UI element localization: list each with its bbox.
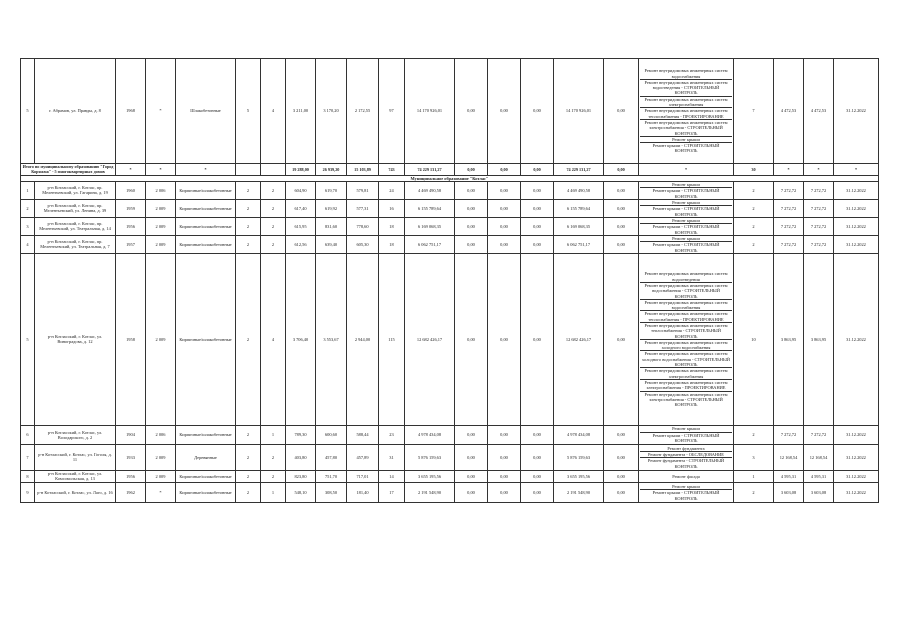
works-count-cell: 1 xyxy=(734,470,774,482)
fund-cost-cell: 0,00 xyxy=(455,253,488,425)
total-date-cell: * xyxy=(834,164,879,176)
total-unit-cell: * xyxy=(804,164,834,176)
works-list-cell xyxy=(639,425,734,444)
completion-date-cell: 31.12.2022 xyxy=(834,199,879,217)
last-repair-year-cell: 2 006 xyxy=(146,181,176,199)
unit-cost-cell: 7 272,72 xyxy=(804,235,834,253)
works-list xyxy=(640,200,732,217)
works-count-cell: 7 xyxy=(734,59,774,164)
floors-cell: 2 xyxy=(236,181,261,199)
total-cost-cell: 12 682 426,17 xyxy=(405,253,455,425)
regional-budget-cell: 0,00 xyxy=(488,253,521,425)
owners-funds-cell: 2 191 548,90 xyxy=(554,482,604,502)
works-count-cell: 3 xyxy=(734,444,774,470)
works-count-cell: 2 xyxy=(734,482,774,502)
work-item: Ремонт внутридомовых инженерных систем водоснабжения xyxy=(640,68,732,80)
total-area-cell: 789,30 xyxy=(286,425,316,444)
wall-material-cell: Кирпичные/шлакобетонные xyxy=(176,425,236,444)
unit-cost-cell: 7 272,72 xyxy=(804,425,834,444)
total-area-sum-cell: 19 288,00 xyxy=(286,164,316,176)
work-item: Ремонт крыши - СТРОИТЕЛЬНЫЙ КОНТРОЛЬ xyxy=(652,432,720,444)
floors-cell: 2 xyxy=(236,425,261,444)
regional-budget-cell: 0,00 xyxy=(488,444,521,470)
work-item: Ремонт крыши - СТРОИТЕЛЬНЫЙ КОНТРОЛЬ xyxy=(652,143,720,154)
other-funds-cell: 0,00 xyxy=(604,425,639,444)
total-count-cell: 30 xyxy=(734,164,774,176)
work-item: Ремонт крыши xyxy=(640,200,732,206)
work-item: Ремонт внутридомовых инженерных систем электроснабжения - СТРОИТЕЛЬНЫЙ КОНТРОЛЬ xyxy=(640,120,732,137)
address-cell: р-н Котласский, г. Котлас, ул. Комсомольская, д. 13 xyxy=(35,470,116,482)
last-repair-year-cell: 2 009 xyxy=(146,253,176,425)
regional-budget-cell: 0,00 xyxy=(488,470,521,482)
work-item: Ремонт внутридомовых инженерных систем водоотведения - СТРОИТЕЛЬНЫЙ КОНТРОЛЬ xyxy=(640,80,732,97)
works-list xyxy=(640,236,732,253)
completion-date-cell: 31.12.2022 xyxy=(834,482,879,502)
works-list-cell xyxy=(639,217,734,235)
unit-cost-limit-cell: 7 272,72 xyxy=(774,235,804,253)
residents-count-cell: 14 xyxy=(379,470,405,482)
capital-repair-table xyxy=(20,58,879,503)
total-cost-cell: 5 876 159,63 xyxy=(405,444,455,470)
local-budget-cell: 0,00 xyxy=(521,444,554,470)
last-repair-year-cell: 2 009 xyxy=(146,217,176,235)
commission-year-cell: 1904 xyxy=(116,425,146,444)
total-area-cell: 612,56 xyxy=(286,235,316,253)
residents-count-cell: 18 xyxy=(379,217,405,235)
residents-count-cell: 23 xyxy=(379,425,405,444)
works-list-cell xyxy=(639,253,734,425)
total-living-sum-cell: 26 939,20 xyxy=(316,164,347,176)
floors-cell: 2 xyxy=(236,217,261,235)
entrances-cell: 1 xyxy=(261,482,286,502)
table-row xyxy=(21,181,879,199)
residents-count-cell: 115 xyxy=(379,253,405,425)
works-list xyxy=(640,218,732,235)
completion-date-cell: 31.12.2022 xyxy=(834,444,879,470)
address-cell: р-н Котласский, г. Котлас, ул. Володарского, д. 2 xyxy=(35,425,116,444)
last-repair-year-cell: * xyxy=(146,59,176,164)
last-repair-year-cell: 2 009 xyxy=(146,470,176,482)
row-number-cell: 1 xyxy=(21,181,35,199)
local-budget-cell: 0,00 xyxy=(521,217,554,235)
table-row xyxy=(21,217,879,235)
completion-date-cell: 31.12.2022 xyxy=(834,253,879,425)
total-cost-cell: 6 155 789,64 xyxy=(405,199,455,217)
unit-cost-cell: 7 272,72 xyxy=(804,217,834,235)
table-row xyxy=(21,235,879,253)
regional-budget-cell: 0,00 xyxy=(488,59,521,164)
residential-area-cell: 577,31 xyxy=(347,199,379,217)
works-list xyxy=(640,271,732,407)
living-area-cell: 619,70 xyxy=(316,181,347,199)
fund-cost-cell: 0,00 xyxy=(455,59,488,164)
living-area-cell: 308,50 xyxy=(316,482,347,502)
table-row xyxy=(21,199,879,217)
floors-cell: 2 xyxy=(236,482,261,502)
regional-budget-cell: 0,00 xyxy=(488,217,521,235)
table-row xyxy=(21,425,879,444)
residential-area-cell: 457,89 xyxy=(347,444,379,470)
works-list xyxy=(640,484,732,501)
floors-cell: 2 xyxy=(236,235,261,253)
works-count-cell: 2 xyxy=(734,235,774,253)
total-cost-cell: 14 170 926,01 xyxy=(405,59,455,164)
residents-count-cell: 17 xyxy=(379,482,405,502)
address-cell: р-н Котласский, г. Котлас, пр. Мелентьевский, ул. Ленина, д. 39 xyxy=(35,199,116,217)
wall-material-cell: Кирпичные/шлакобетонные xyxy=(176,199,236,217)
work-item: Ремонт фасада xyxy=(672,473,700,479)
works-count-cell: 2 xyxy=(734,217,774,235)
works-list xyxy=(640,474,732,479)
work-item: Ремонт крыши xyxy=(640,218,732,224)
address-cell: р-н Котласский, г. Котлас, пр. Мелентьевский, ул. Театральная, д. 14 xyxy=(35,217,116,235)
wall-material-cell: Кирпичные/шлакобетонные xyxy=(176,181,236,199)
address-cell: р-н Котласский, г. Котлас, ул. Виноградова, д. 12 xyxy=(35,253,116,425)
work-item: Ремонт внутридомовых инженерных систем теплоснабжения - ПРОЕКТИРОВАНИЕ xyxy=(640,108,732,120)
residential-area-cell: 778,60 xyxy=(347,217,379,235)
works-list-cell xyxy=(639,470,734,482)
floors-cell: 2 xyxy=(236,199,261,217)
commission-year-cell: 1959 xyxy=(116,199,146,217)
wall-material-cell: Кирпичные/шлакобетонные xyxy=(176,482,236,502)
local-budget-cell: 0,00 xyxy=(521,235,554,253)
entrances-cell: 2 xyxy=(261,235,286,253)
total-owners-cell: 74 229 131,27 xyxy=(554,164,604,176)
row-number-cell: 3 xyxy=(21,217,35,235)
fund-cost-cell: 0,00 xyxy=(455,235,488,253)
living-area-cell: 619,92 xyxy=(316,199,347,217)
works-count-cell: 10 xyxy=(734,253,774,425)
table-row xyxy=(21,253,879,425)
work-item: Ремонт крыши - СТРОИТЕЛЬНЫЙ КОНТРОЛЬ xyxy=(652,224,720,235)
owners-funds-cell: 5 876 159,63 xyxy=(554,444,604,470)
table-row xyxy=(21,482,879,502)
work-item: Ремонт внутридомовых инженерных систем электроснабжения xyxy=(640,368,732,380)
total-regional-cell: 0,00 xyxy=(488,164,521,176)
other-funds-cell: 0,00 xyxy=(604,470,639,482)
total-cost-cell: 2 191 548,90 xyxy=(405,482,455,502)
fund-cost-cell: 0,00 xyxy=(455,425,488,444)
work-item: Ремонт фундамента xyxy=(640,446,732,452)
residential-area-cell: 2 944,00 xyxy=(347,253,379,425)
row-number-cell: 7 xyxy=(21,444,35,470)
unit-cost-cell: 3 863,95 xyxy=(804,253,834,425)
work-item: Ремонт внутридомовых инженерных систем электроснабжения - СТРОИТЕЛЬНЫЙ КОНТРОЛЬ xyxy=(644,391,728,408)
address-cell: р-н Котласский, г. Котлас, ул. Лаго, д. 16 xyxy=(35,482,116,502)
total-cost-cell: 4 469 490,58 xyxy=(405,181,455,199)
fund-cost-cell: 0,00 xyxy=(455,470,488,482)
total-area-cell: 3 211,00 xyxy=(286,59,316,164)
floors-cell: 2 xyxy=(236,253,261,425)
commission-year-cell: 1957 xyxy=(116,235,146,253)
completion-date-cell: 31.12.2022 xyxy=(834,470,879,482)
work-item: Ремонт крыши xyxy=(640,484,732,490)
commission-year-cell: 1960 xyxy=(116,181,146,199)
completion-date-cell: 31.12.2022 xyxy=(834,181,879,199)
wall-material-cell: Шлакобетонные xyxy=(176,59,236,164)
wall-material-cell: Кирпичные/шлакобетонные xyxy=(176,217,236,235)
completion-date-cell: 31.12.2022 xyxy=(834,217,879,235)
owners-funds-cell: 6 155 789,64 xyxy=(554,199,604,217)
unit-cost-cell: 7 272,72 xyxy=(804,199,834,217)
row-number-cell: 2 xyxy=(21,199,35,217)
works-list-cell xyxy=(639,482,734,502)
total-works-cell: * xyxy=(639,164,734,176)
work-item: Ремонт крыши - СТРОИТЕЛЬНЫЙ КОНТРОЛЬ xyxy=(652,206,720,217)
living-area-cell: 457,80 xyxy=(316,444,347,470)
residential-area-cell: 588,44 xyxy=(347,425,379,444)
entrances-cell: 4 xyxy=(261,59,286,164)
owners-funds-cell: 4 978 434,08 xyxy=(554,425,604,444)
last-repair-year-cell: 2 006 xyxy=(146,425,176,444)
other-funds-cell: 0,00 xyxy=(604,482,639,502)
local-budget-cell: 0,00 xyxy=(521,482,554,502)
last-repair-year-cell: 2 009 xyxy=(146,199,176,217)
works-count-cell: 2 xyxy=(734,199,774,217)
local-budget-cell: 0,00 xyxy=(521,253,554,425)
table-row xyxy=(21,444,879,470)
work-item: Ремонт внутридомовых инженерных систем электроснабжения xyxy=(640,97,732,109)
address-cell: г. Абрамов, ул. Правды, д. 8 xyxy=(35,59,116,164)
regional-budget-cell: 0,00 xyxy=(488,199,521,217)
row-number-cell: 8 xyxy=(21,470,35,482)
other-funds-cell: 0,00 xyxy=(604,444,639,470)
living-area-cell: 639,40 xyxy=(316,235,347,253)
living-area-cell: 751,70 xyxy=(316,470,347,482)
owners-funds-cell: 6 169 068,35 xyxy=(554,217,604,235)
floors-cell: 2 xyxy=(236,470,261,482)
local-budget-cell: 0,00 xyxy=(521,181,554,199)
residents-count-cell: 24 xyxy=(379,181,405,199)
floors-cell: 2 xyxy=(236,444,261,470)
entrances-cell: 4 xyxy=(261,253,286,425)
last-repair-year-cell: * xyxy=(146,482,176,502)
total-year2-cell: * xyxy=(146,164,176,176)
total-unit-limit-cell: * xyxy=(774,164,804,176)
total-floors-cell xyxy=(236,164,261,176)
residential-area-cell: 717,01 xyxy=(347,470,379,482)
total-cost-cell: 6 062 751,17 xyxy=(405,235,455,253)
regional-budget-cell: 0,00 xyxy=(488,425,521,444)
works-list xyxy=(640,182,732,199)
works-count-cell: 2 xyxy=(734,181,774,199)
residents-count-cell: 16 xyxy=(379,199,405,217)
work-item: Ремонт внутридомовых инженерных систем водоотведения xyxy=(640,271,732,283)
total-area-cell: 548,10 xyxy=(286,482,316,502)
address-cell: р-н Котласский, г. Котлас, пр. Мелентьевский, ул. Гагарина, д. 19 xyxy=(35,181,116,199)
residential-area-cell: 2 172,55 xyxy=(347,59,379,164)
total-area-cell: 823,80 xyxy=(286,470,316,482)
owners-funds-cell: 14 170 926,01 xyxy=(554,59,604,164)
work-item: Ремонт фундамента - ОБСЛЕДОВАНИЕ xyxy=(640,452,732,458)
row-number-cell: 5 xyxy=(21,253,35,425)
work-item: Ремонт внутридомовых инженерных систем водоснабжения - СТРОИТЕЛЬНЫЙ КОНТРОЛЬ xyxy=(640,283,732,300)
work-item: Ремонт крыши - СТРОИТЕЛЬНЫЙ КОНТРОЛЬ xyxy=(652,490,720,501)
owners-funds-cell: 6 062 751,17 xyxy=(554,235,604,253)
other-funds-cell: 0,00 xyxy=(604,253,639,425)
living-area-cell: 600,60 xyxy=(316,425,347,444)
wall-material-cell: Кирпичные/шлакобетонные xyxy=(176,470,236,482)
unit-cost-cell: 12 168,54 xyxy=(804,444,834,470)
total-other-cell: 0,00 xyxy=(604,164,639,176)
row-number-cell: 9 xyxy=(21,482,35,502)
total-row xyxy=(21,164,879,176)
living-area-cell: 3 553,67 xyxy=(316,253,347,425)
table-row xyxy=(21,59,879,164)
fund-cost-cell: 0,00 xyxy=(455,482,488,502)
unit-cost-cell: 4 595,31 xyxy=(804,470,834,482)
fund-cost-cell: 0,00 xyxy=(455,444,488,470)
total-fund-cell: 0,00 xyxy=(455,164,488,176)
local-budget-cell: 0,00 xyxy=(521,425,554,444)
address-cell: р-н Котласский, г. Котлас, ул. Гоголя, д. 11 xyxy=(35,444,116,470)
entrances-cell: 2 xyxy=(261,181,286,199)
unit-cost-limit-cell: 7 272,72 xyxy=(774,181,804,199)
total-res-sum-cell: 15 103,89 xyxy=(347,164,379,176)
last-repair-year-cell: 2 009 xyxy=(146,235,176,253)
total-residents-cell: 743 xyxy=(379,164,405,176)
address-cell: р-н Котласский, г. Котлас, пр. Мелентьевский, ул. Театральная, д. 7 xyxy=(35,235,116,253)
total-area-cell: 3 706,40 xyxy=(286,253,316,425)
other-funds-cell: 0,00 xyxy=(604,181,639,199)
total-entrances-cell xyxy=(261,164,286,176)
total-material-cell: * xyxy=(176,164,236,176)
other-funds-cell: 0,00 xyxy=(604,59,639,164)
residential-area-cell: 579,81 xyxy=(347,181,379,199)
fund-cost-cell: 0,00 xyxy=(455,199,488,217)
work-item: Ремонт крыши xyxy=(640,426,732,432)
wall-material-cell: Деревянные xyxy=(176,444,236,470)
works-list-cell xyxy=(639,235,734,253)
floors-cell: 5 xyxy=(236,59,261,164)
commission-year-cell: 1933 xyxy=(116,444,146,470)
total-cost-cell: 4 978 434,08 xyxy=(405,425,455,444)
total-area-cell: 604,90 xyxy=(286,181,316,199)
work-item: Ремонт внутридомовых инженерных систем водоснабжения xyxy=(640,300,732,312)
living-area-cell: 3 170,20 xyxy=(316,59,347,164)
completion-date-cell: 31.12.2022 xyxy=(834,235,879,253)
entrances-cell: 1 xyxy=(261,425,286,444)
total-area-cell: 403,80 xyxy=(286,444,316,470)
residents-count-cell: 97 xyxy=(379,59,405,164)
residents-count-cell: 18 xyxy=(379,235,405,253)
commission-year-cell: 1958 xyxy=(116,253,146,425)
total-cost-cell: 6 169 068,35 xyxy=(405,217,455,235)
fund-cost-cell: 0,00 xyxy=(455,181,488,199)
work-item: Ремонт внутридомовых инженерных систем теплоснабжения - ПРОЕКТИРОВАНИЕ xyxy=(640,311,732,323)
completion-date-cell: 31.12.2022 xyxy=(834,425,879,444)
other-funds-cell: 0,00 xyxy=(604,235,639,253)
row-number-cell: 4 xyxy=(21,235,35,253)
work-item: Ремонт внутридомовых инженерных систем холодного водоснабжения - СТРОИТЕЛЬНЫЙ КОНТРОЛЬ xyxy=(640,351,732,368)
total-year-cell: * xyxy=(116,164,146,176)
document-page xyxy=(20,58,878,503)
local-budget-cell: 0,00 xyxy=(521,59,554,164)
works-list xyxy=(640,426,732,443)
residents-count-cell: 31 xyxy=(379,444,405,470)
total-label-cell: Итого по муниципальному образованию "Город Коряжма" - 5 многоквартирных домов xyxy=(21,164,116,176)
unit-cost-limit-cell: 4 472,53 xyxy=(774,59,804,164)
entrances-cell: 2 xyxy=(261,199,286,217)
wall-material-cell: Кирпичные/шлакобетонные xyxy=(176,253,236,425)
total-cost-cell: 3 655 195,56 xyxy=(405,470,455,482)
works-list xyxy=(640,446,732,469)
commission-year-cell: 1968 xyxy=(116,59,146,164)
works-list-cell xyxy=(639,59,734,164)
regional-budget-cell: 0,00 xyxy=(488,482,521,502)
unit-cost-cell: 7 272,72 xyxy=(804,181,834,199)
entrances-cell: 2 xyxy=(261,444,286,470)
unit-cost-limit-cell: 7 272,72 xyxy=(774,199,804,217)
unit-cost-limit-cell: 3 603,08 xyxy=(774,482,804,502)
owners-funds-cell: 3 655 195,56 xyxy=(554,470,604,482)
row-number-cell: 6 xyxy=(21,425,35,444)
completion-date-cell: 31.12.2022 xyxy=(834,59,879,164)
commission-year-cell: 1956 xyxy=(116,470,146,482)
wall-material-cell: Кирпичные/шлакобетонные xyxy=(176,235,236,253)
unit-cost-limit-cell: 12 168,54 xyxy=(774,444,804,470)
owners-funds-cell: 12 682 426,17 xyxy=(554,253,604,425)
works-list xyxy=(640,68,732,153)
unit-cost-limit-cell: 7 272,72 xyxy=(774,217,804,235)
work-item: Ремонт внутридомовых инженерных систем электроснабжения - ПРОЕКТИРОВАНИЕ xyxy=(640,380,732,392)
living-area-cell: 831,60 xyxy=(316,217,347,235)
work-item: Ремонт крыши xyxy=(640,137,732,143)
work-item: Ремонт крыши xyxy=(640,182,732,188)
unit-cost-limit-cell: 4 595,31 xyxy=(774,470,804,482)
work-item: Ремонт фундамента - СТРОИТЕЛЬНЫЙ КОНТРОЛЬ xyxy=(647,458,725,469)
works-count-cell: 2 xyxy=(734,425,774,444)
work-item: Ремонт крыши xyxy=(640,236,732,242)
residential-area-cell: 181,40 xyxy=(347,482,379,502)
row-number-cell: 5 xyxy=(21,59,35,164)
local-budget-cell: 0,00 xyxy=(521,199,554,217)
table-row xyxy=(21,470,879,482)
local-budget-cell: 0,00 xyxy=(521,470,554,482)
regional-budget-cell: 0,00 xyxy=(488,181,521,199)
works-list-cell xyxy=(639,199,734,217)
last-repair-year-cell: 2 009 xyxy=(146,444,176,470)
unit-cost-cell: 3 603,08 xyxy=(804,482,834,502)
work-item: Ремонт внутридомовых инженерных систем теплоснабжения - СТРОИТЕЛЬНЫЙ КОНТРОЛЬ xyxy=(640,323,732,340)
total-local-cell: 0,00 xyxy=(521,164,554,176)
entrances-cell: 2 xyxy=(261,217,286,235)
other-funds-cell: 0,00 xyxy=(604,199,639,217)
total-area-cell: 615,95 xyxy=(286,217,316,235)
works-list-cell xyxy=(639,444,734,470)
unit-cost-cell: 4 472,53 xyxy=(804,59,834,164)
other-funds-cell: 0,00 xyxy=(604,217,639,235)
entrances-cell: 2 xyxy=(261,470,286,482)
work-item: Ремонт внутридомовых инженерных систем холодного водоснабжения xyxy=(640,340,732,352)
fund-cost-cell: 0,00 xyxy=(455,217,488,235)
regional-budget-cell: 0,00 xyxy=(488,235,521,253)
owners-funds-cell: 4 469 490,58 xyxy=(554,181,604,199)
unit-cost-limit-cell: 3 863,95 xyxy=(774,253,804,425)
residential-area-cell: 605,30 xyxy=(347,235,379,253)
section-title-cell: Муниципальное образование "Котлас" xyxy=(21,175,879,181)
unit-cost-limit-cell: 7 272,72 xyxy=(774,425,804,444)
work-item: Ремонт крыши - СТРОИТЕЛЬНЫЙ КОНТРОЛЬ xyxy=(652,242,720,253)
total-area-cell: 617,40 xyxy=(286,199,316,217)
commission-year-cell: 1962 xyxy=(116,482,146,502)
work-item: Ремонт крыши - СТРОИТЕЛЬНЫЙ КОНТРОЛЬ xyxy=(652,188,720,199)
works-list-cell xyxy=(639,181,734,199)
total-cost-sum-cell: 74 229 131,27 xyxy=(405,164,455,176)
commission-year-cell: 1956 xyxy=(116,217,146,235)
